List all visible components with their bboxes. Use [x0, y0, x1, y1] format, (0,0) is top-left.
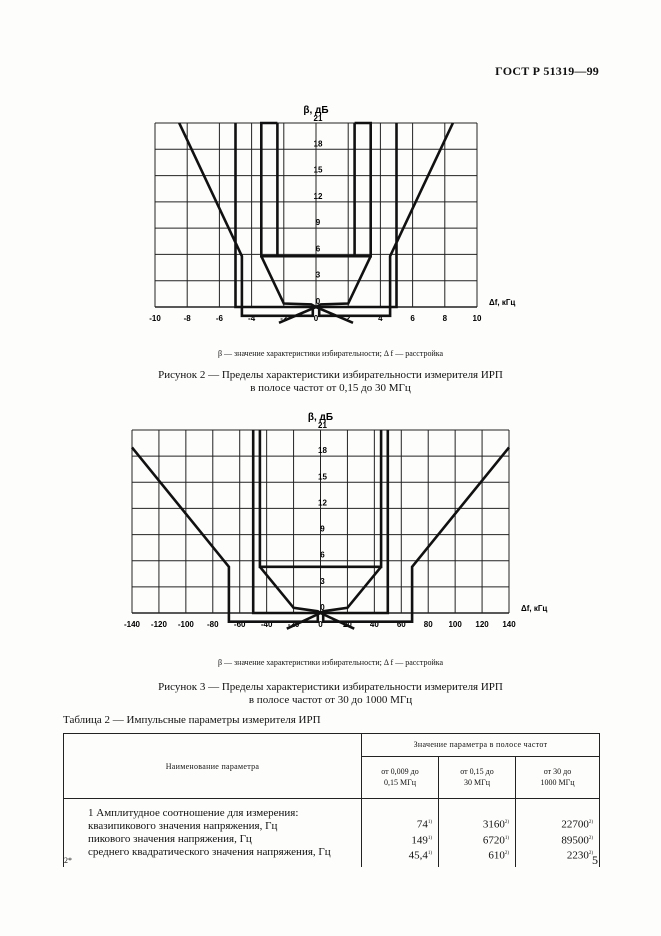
parameters-table: [63, 733, 600, 867]
fig2-xtick-label-9: 8: [442, 314, 448, 323]
footnote-r2-b3: 2): [588, 835, 593, 841]
fig3-xtick-label-1: -120: [150, 620, 167, 629]
figure-2-caption-line2: в полосе частот от 0,15 до 30 МГц: [250, 382, 411, 394]
figure-3-caption-line1: Рисунок 3 — Пределы характеристики избирательности измерителя ИРП: [158, 681, 503, 693]
footer-mark: 2*: [64, 856, 72, 865]
figure-3-caption-line2: в полосе частот от 30 до 1000 МГц: [248, 694, 413, 706]
fig3-ytick-label-6: 3: [320, 576, 325, 586]
value-r3-b1: 45,4: [408, 849, 428, 862]
fig2-xtick-label-1: -8: [183, 314, 191, 323]
fig2-ytick-label-7: 0: [315, 297, 321, 306]
band-3-values: [516, 799, 600, 867]
fig2-xtick-label-2: -6: [215, 314, 223, 323]
fig3-ytick-label-1: 18: [318, 446, 327, 456]
page-number: 5: [592, 853, 598, 867]
fig2-xtick-label-0: -10: [149, 314, 161, 323]
fig3-ytick-label-5: 6: [320, 550, 325, 560]
fig3-ytick-label-7: 0: [320, 603, 325, 612]
value-r1-b3: 22700: [561, 818, 589, 831]
value-r2-b2: 6720: [482, 834, 505, 847]
value-r3-b3: 2230: [566, 849, 589, 862]
header-band-3: [516, 756, 600, 798]
document-code: ГОСТ Р 51319—99: [495, 64, 599, 78]
value-r1-b1: 74: [416, 818, 428, 831]
figure-3-caption: [0, 681, 661, 707]
figure-3-legend: β — значение характеристики избирательности; Δ f — расстройка: [217, 658, 444, 667]
fig2-ytick-label-6: 3: [315, 270, 321, 280]
fig2-ytick-label-2: 15: [313, 165, 323, 175]
row-heading: 1 Амплитудное соотношение для измерения:: [88, 806, 299, 819]
fig3-ytick-label-2: 15: [318, 472, 327, 482]
table-row: [64, 799, 600, 867]
fig3-xtick-label-13: 120: [475, 620, 489, 629]
fig3-xtick-label-8: 20: [342, 620, 352, 629]
fig3-xtick-label-5: -40: [260, 620, 273, 629]
footnote-r2-b1: 1): [427, 835, 432, 841]
footnote-r1-b3: 2): [588, 820, 593, 825]
fig2-xtick-label-5: 0: [313, 314, 319, 323]
fig3-xtick-label-9: 40: [369, 620, 379, 629]
row-name-3: среднего квадратического значения напряжения, Гц: [88, 845, 331, 858]
fig2-ytick-label-5: 6: [315, 244, 321, 254]
header-band-2-line1: от 0,15 до: [460, 767, 494, 777]
value-r2-b3: 89500: [561, 834, 589, 847]
fig3-xtick-label-12: 100: [448, 620, 462, 629]
footnote-r1-b2: 2): [504, 820, 509, 825]
fig3-xlabel: Δf, кГц: [521, 604, 548, 613]
fig2-xlabel: Δf, кГц: [489, 298, 516, 307]
footnote-r1-b1: 1): [427, 820, 432, 825]
fig3-xtick-label-4: -60: [233, 620, 246, 629]
header-band-1-line2: 0,15 МГц: [383, 778, 417, 788]
header-band-1-line1: от 0,009 до: [381, 767, 419, 777]
fig2-xtick-label-4: -2: [280, 314, 288, 323]
header-band-3-line2: 1000 МГц: [540, 778, 575, 788]
figure-2-legend: β — значение характеристики избирательности; Δ f — расстройка: [217, 349, 444, 358]
header-band-2: [439, 756, 516, 798]
fig3-series-line-1: [323, 430, 509, 622]
fig2-ytick-label-1: 18: [313, 139, 323, 149]
fig2-xtick-label-6: 2: [345, 314, 351, 323]
figure-2-caption-line1: Рисунок 2 — Пределы характеристики избирательности измерителя ИРП: [158, 369, 503, 381]
footnote-r3-b1: 1): [427, 851, 432, 857]
footnote-r3-b3: 2): [588, 851, 593, 857]
fig3-ylabel: β, дБ: [307, 412, 334, 423]
table-title: Таблица 2 — Импульсные параметры измерителя ИРП: [63, 714, 321, 726]
fig3-xtick-label-11: 80: [423, 620, 433, 629]
fig2-xtick-label-7: 4: [378, 314, 383, 323]
fig3-series-line-0: [132, 430, 318, 622]
value-r3-b2: 610: [488, 849, 505, 862]
fig3-xtick-label-10: 60: [396, 620, 406, 629]
value-r1-b2: 3160: [482, 818, 505, 831]
header-parameter-name: Наименование параметра: [64, 734, 362, 799]
header-band-3-line1: от 30 до: [543, 767, 572, 777]
fig3-xtick-label-0: -140: [123, 620, 141, 629]
fig3-ytick-label-0: 21: [318, 421, 327, 430]
fig3-xtick-label-3: -80: [207, 620, 219, 629]
footnote-r2-b2: 1): [504, 835, 509, 841]
fig3-xtick-label-6: -20: [287, 620, 300, 629]
fig2-ylabel: β, дБ: [303, 105, 329, 116]
fig2-ytick-label-4: 9: [315, 218, 321, 228]
fig2-ytick-label-3: 12: [313, 191, 323, 201]
row-name-2: пикового значения напряжения, Гц: [88, 832, 252, 845]
header-band-2-line2: 30 МГц: [463, 778, 491, 788]
fig2-xtick-label-3: -4: [248, 314, 256, 323]
band-1-values: [362, 799, 439, 867]
header-band-1: [362, 756, 439, 798]
fig3-xtick-label-7: 0: [318, 620, 323, 629]
band-2-values: [439, 799, 516, 867]
fig3-xtick-label-14: 140: [502, 620, 516, 629]
fig3-ytick-label-3: 12: [318, 498, 327, 508]
row-name-1: квазипикового значения напряжения, Гц: [88, 819, 278, 832]
fig2-xtick-label-10: 10: [472, 314, 482, 323]
value-r2-b1: 149: [411, 834, 428, 847]
figure-2-caption: [0, 369, 661, 395]
fig3-ytick-label-4: 9: [320, 524, 325, 534]
fig2-xtick-label-8: 6: [410, 314, 415, 323]
footnote-r3-b2: 2): [504, 851, 509, 857]
fig3-xtick-label-2: -100: [177, 620, 194, 629]
header-frequency-band: Значение параметра в полосе частот: [362, 734, 600, 757]
fig2-ytick-label-0: 21: [313, 114, 323, 123]
row-names-cell: [64, 799, 362, 867]
